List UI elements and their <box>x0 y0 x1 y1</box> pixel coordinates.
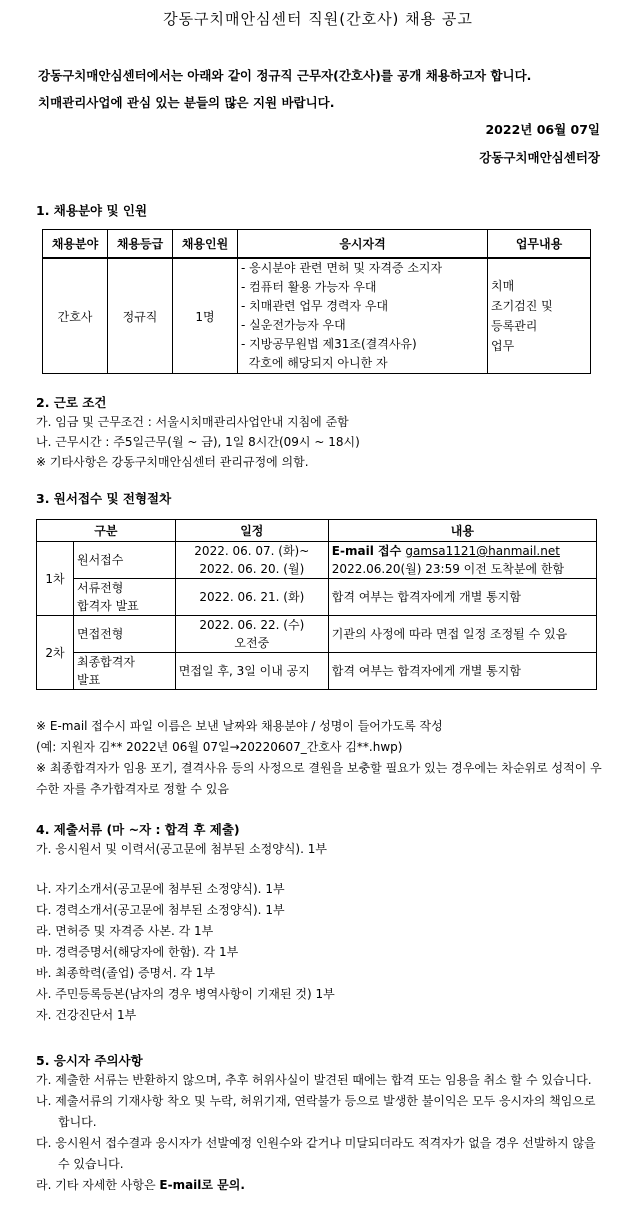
header-count: 채용인원 <box>173 230 238 259</box>
table-row <box>43 258 591 374</box>
cell-qualifications <box>238 258 488 374</box>
caution-item: 다. 응시원서 접수결과 응시자가 선발예정 인원수와 같거나 미달되더라도 적격자가 없을 경우 선발하지 않을 수 있습니다. <box>36 1136 596 1171</box>
condition-line: 가. 임금 및 근무조건 : 서울시치매관리사업안내 지침에 준함 <box>36 415 349 429</box>
step-line: 합격자 발표 <box>77 599 139 613</box>
document-item: 마. 경력증명서(해당자에 한함). 각 1부 <box>36 945 239 959</box>
section-3-notes <box>36 716 602 800</box>
duty-line: 업무 <box>491 339 515 353</box>
caution-item <box>36 1175 602 1196</box>
schedule-line: 오전중 <box>234 636 270 650</box>
announcement-date: 2022년 06월 07일 <box>485 122 600 137</box>
cell-count: 1명 <box>173 258 238 374</box>
qualification-item: - 지방공무원법 제31조(결격사유) <box>241 337 417 351</box>
document-item: 나. 자기소개서(공고문에 첨부된 소정양식). 1부 <box>36 882 285 896</box>
table-row <box>37 616 597 653</box>
cell-duties <box>488 258 591 374</box>
header-category: 구분 <box>37 520 176 542</box>
table-row <box>37 653 597 690</box>
header-duty: 업무내용 <box>488 230 591 259</box>
caution-item: 나. 제출서류의 기재사항 착오 및 누락, 허위기재, 연락불가 등으로 발생한 불이익은 모두 응시자의 책임으로 합니다. <box>36 1094 596 1129</box>
document-item: 라. 면허증 및 자격증 사본. 각 1부 <box>36 924 214 938</box>
step-cell <box>74 653 176 690</box>
section-3-heading: 3. 원서접수 및 전형절차 <box>36 491 172 506</box>
condition-line: 나. 근무시간 : 주5일근무(월 ~ 금), 1일 8시간(09시 ~ 18시) <box>36 435 360 449</box>
schedule-line: 2022. 06. 07. (화)~ <box>194 544 310 558</box>
section-1-heading: 1. 채용분야 및 인원 <box>36 203 148 218</box>
section-2-heading: 2. 근로 조건 <box>36 395 107 410</box>
section-4-heading: 4. 제출서류 (마 ~자 : 합격 후 제출) <box>36 822 240 837</box>
step-cell <box>74 579 176 616</box>
note-line: ※ 최종합격자가 임용 포기, 결격사유 등의 사정으로 결원을 보충할 필요가 있는 경우에는 차순위로 성적이 우수한 자를 추가합격자로 정할 수 있음 <box>36 761 602 796</box>
caution-item: 가. 제출한 서류는 반환하지 않으며, 추후 허위사실이 발견된 때에는 합격 또는 임용을 취소 할 수 있습니다. <box>36 1073 592 1087</box>
document-item: 다. 경력소개서(공고문에 첨부된 소정양식). 1부 <box>36 903 285 917</box>
intro-line-2: 치매관리사업에 관심 있는 분들의 많은 지원 바랍니다. <box>38 95 335 110</box>
header-qualification: 응시자격 <box>238 230 488 259</box>
table-row <box>37 579 597 616</box>
qualification-item: - 컴퓨터 활용 가능자 우대 <box>241 280 377 294</box>
cell-field: 간호사 <box>43 258 108 374</box>
step-line: 발표 <box>77 673 101 687</box>
qualification-item: - 치매관련 업무 경력자 우대 <box>241 299 389 313</box>
caution-last-text: 라. 기타 자세한 사항은 <box>36 1178 160 1192</box>
header-grade: 채용등급 <box>108 230 173 259</box>
note-line: (예: 지원자 김** 2022년 06월 07일→20220607_간호사 김**.hwp) <box>36 740 403 754</box>
email-link[interactable]: gamsa1121@hanmail.net <box>405 544 560 558</box>
schedule-cell <box>175 616 328 653</box>
document-item: 바. 최종학력(졸업) 증명서. 각 1부 <box>36 966 215 980</box>
caution-list <box>36 1070 602 1196</box>
step-line: 최종합격자 <box>77 655 135 669</box>
qualification-item: - 응시분야 관련 면허 및 자격증 소지자 <box>241 261 443 275</box>
section-5-heading: 5. 응시자 주의사항 <box>36 1053 143 1068</box>
content-cell: 합격 여부는 합격자에게 개별 통지함 <box>328 653 596 690</box>
schedule-cell <box>175 542 328 579</box>
condition-line: ※ 기타사항은 강동구치매안심센터 관리규정에 의함. <box>36 455 309 469</box>
header-field: 채용분야 <box>43 230 108 259</box>
process-table <box>36 519 597 690</box>
duty-line: 치매 <box>491 279 515 293</box>
table-row <box>37 542 597 579</box>
header-schedule: 일정 <box>175 520 328 542</box>
schedule-line: 2022. 06. 22. (수) <box>199 618 305 632</box>
document-item: 사. 주민등록등본(남자의 경우 병역사항이 기재된 것) 1부 <box>36 987 335 1001</box>
email-label: E-mail 접수 <box>331 544 406 558</box>
stage-1-cell: 1차 <box>37 542 74 616</box>
table-header-row <box>37 520 597 542</box>
schedule-cell: 면접일 후, 3일 이내 공지 <box>175 653 328 690</box>
intro-line-1: 강동구치매안심센터에서는 아래와 같이 정규직 근무자(간호사)를 공개 채용하고자 합니다. <box>38 68 532 83</box>
caution-email-note: E-mail로 문의. <box>159 1178 245 1192</box>
deadline-text: 2022.06.20(월) 23:59 이전 도착분에 한함 <box>331 562 565 576</box>
stage-2-cell: 2차 <box>37 616 74 690</box>
note-line: ※ E-mail 접수시 파일 이름은 보낸 날짜와 채용분야 / 성명이 들어가도록 작성 <box>36 719 443 733</box>
content-cell: 기관의 사정에 따라 면접 일정 조정될 수 있음 <box>328 616 596 653</box>
cell-grade: 정규직 <box>108 258 173 374</box>
table-header-row <box>43 230 591 259</box>
content-cell <box>328 542 596 579</box>
content-cell: 합격 여부는 합격자에게 개별 통지함 <box>328 579 596 616</box>
schedule-cell: 2022. 06. 21. (화) <box>175 579 328 616</box>
document-list <box>36 879 602 1026</box>
duty-line: 등록관리 <box>491 319 538 333</box>
document-item: 자. 건강진단서 1부 <box>36 1008 137 1022</box>
step-cell: 원서접수 <box>74 542 176 579</box>
qualification-item: 각호에 해당되지 아니한 자 <box>241 356 388 370</box>
document-item: 가. 응시원서 및 이력서(공고문에 첨부된 소정양식). 1부 <box>36 842 327 856</box>
page-title: 강동구치매안심센터 직원(간호사) 채용 공고 <box>163 10 473 28</box>
qualification-item: - 실운전가능자 우대 <box>241 318 346 332</box>
schedule-line: 2022. 06. 20. (월) <box>199 562 305 576</box>
header-content: 내용 <box>328 520 596 542</box>
step-line: 서류전형 <box>77 581 124 595</box>
issuer: 강동구치매안심센터장 <box>479 150 600 165</box>
duty-line: 조기검진 및 <box>491 299 553 313</box>
recruitment-table <box>42 229 591 374</box>
step-cell: 면접전형 <box>74 616 176 653</box>
